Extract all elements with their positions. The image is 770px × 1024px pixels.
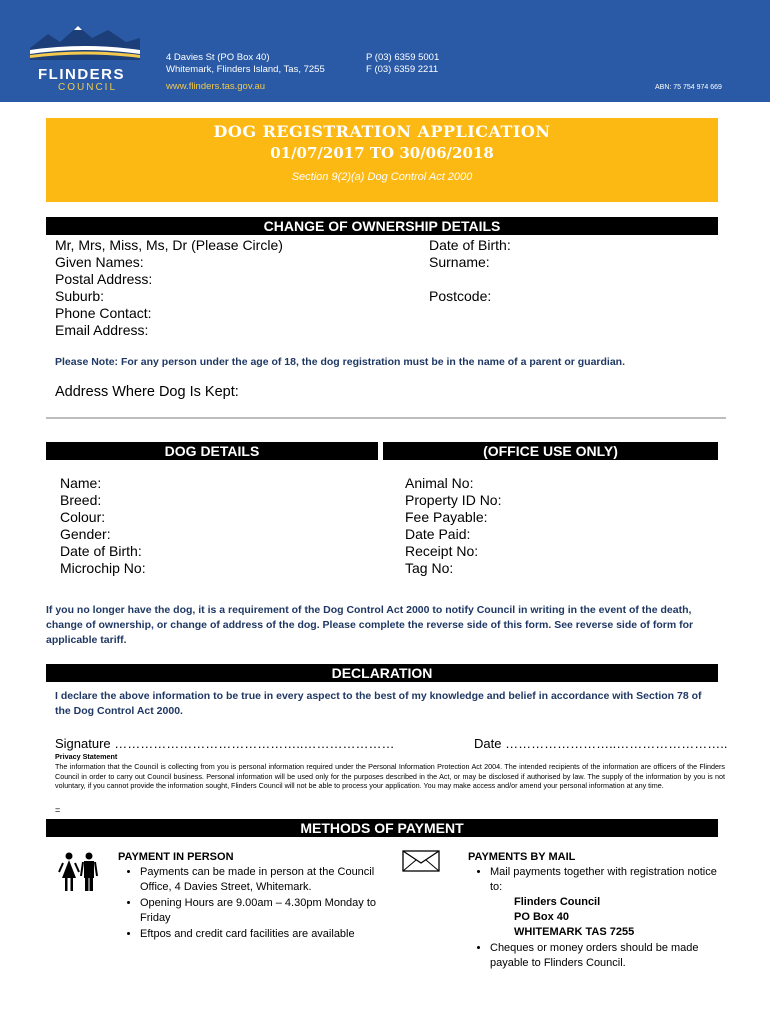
website-link[interactable]: www.flinders.tas.gov.au [166, 81, 266, 92]
field-spacer [429, 271, 709, 288]
payment-by-mail [468, 850, 723, 972]
fax-number: F (03) 6359 2211 [366, 64, 439, 75]
council-logo [30, 20, 140, 95]
field-fee-payable: Fee Payable: [405, 509, 488, 525]
phone-number: P (03) 6359 5001 [366, 52, 440, 63]
privacy-text: The information that the Council is collecting from you is personal information required under the Personal Information Protection Act 2004. The intended recipients of the information are officers of the Flinders Council in order to carry out Council business. Personal information will be used only for the purposes described in the Act, or may be disclosed if authorised by law. The supply of the information by you is not voluntary, if you cannot provide the information sought, Flinders Council will not be able to process your application. You may make access and/or amend your personal information at any time. [55, 762, 725, 790]
people-icon [58, 852, 100, 894]
dog-left-fields [60, 475, 360, 577]
dog-right-fields [405, 475, 705, 577]
letterhead [0, 0, 770, 102]
envelope-icon [402, 850, 440, 872]
field-colour[interactable]: Colour: [60, 509, 106, 525]
mail-instruction: Mail payments together with registration notice to: [490, 866, 717, 893]
equals-mark: = [55, 805, 61, 815]
field-postcode[interactable]: Postcode: [429, 288, 492, 304]
field-property-id: Property ID No: [405, 492, 502, 508]
field-date-paid: Date Paid: [405, 526, 471, 542]
privacy-title: Privacy Statement [55, 752, 118, 761]
date-line[interactable]: Date ……………………..…………………….. [474, 736, 728, 751]
field-phone[interactable]: Phone Contact: [55, 305, 152, 321]
ownership-heading: CHANGE OF OWNERSHIP DETAILS [46, 217, 718, 235]
field-tag-no: Tag No: [405, 560, 454, 576]
notify-council-notice: If you no longer have the dog, it is a requirement of the Dog Control Act 2000 to notify Council in writing in the event of the death, change of ownership, or change of address of the dog. Please complete the reverse side of this form. See reverse side of form for applicable tariff. [46, 604, 694, 646]
payment-by-mail-title: PAYMENTS BY MAIL [468, 851, 576, 863]
list-item: • Payments can be made in person at the Council Office, 4 Davies Street, Whitemark. [140, 865, 388, 895]
field-animal-no: Animal No: [405, 475, 474, 491]
ownership-right-fields [429, 237, 709, 305]
mail-address-line: Flinders Council [514, 896, 601, 908]
address-line-1: 4 Davies St (PO Box 40) [166, 52, 270, 63]
title-box [46, 118, 718, 202]
field-dog-name[interactable]: Name: [60, 475, 102, 491]
signature-line[interactable]: Signature ……………………………………..………………… [55, 736, 395, 751]
field-postal-address[interactable]: Postal Address: [55, 271, 153, 287]
list-item [490, 865, 723, 940]
payment-in-person-list [118, 865, 388, 942]
mail-address [490, 895, 723, 940]
field-suburb[interactable]: Suburb: [55, 288, 105, 304]
field-date-of-birth[interactable]: Date of Birth: [429, 237, 511, 253]
list-item: • Opening Hours are 9.00am – 4.30pm Monday to Friday [140, 896, 388, 926]
payment-in-person-title: PAYMENT IN PERSON [118, 851, 234, 863]
field-address-dog-kept[interactable]: Address Where Dog Is Kept: [55, 384, 239, 400]
list-item: • Eftpos and credit card facilities are available [140, 927, 388, 942]
list-item: • Cheques or money orders should be made payable to Flinders Council. [490, 941, 723, 971]
dog-details-heading: DOG DETAILS [46, 442, 378, 460]
declaration-heading: DECLARATION [46, 664, 718, 682]
mountain-logo-icon [30, 20, 140, 60]
address-line-2: Whitemark, Flinders Island, Tas, 7255 [166, 64, 325, 75]
field-dog-dob[interactable]: Date of Birth: [60, 543, 142, 559]
field-microchip[interactable]: Microchip No: [60, 560, 146, 576]
divider [46, 417, 726, 419]
logo-sub: COUNCIL [58, 82, 118, 93]
guardian-note: Please Note: For any person under the age of 18, the dog registration must be in the name of a parent or guardian. [55, 356, 626, 368]
field-gender[interactable]: Gender: [60, 526, 111, 542]
logo-name: FLINDERS [38, 66, 125, 83]
mail-address-line: WHITEMARK TAS 7255 [514, 926, 635, 938]
field-breed[interactable]: Breed: [60, 492, 102, 508]
abn: ABN: 75 754 974 669 [655, 84, 722, 91]
form-period: 01/07/2017 TO 30/06/2018 [270, 144, 494, 162]
payment-by-mail-list [468, 865, 723, 971]
mail-address-line: PO Box 40 [514, 911, 570, 923]
form-section: Section 9(2)(a) Dog Control Act 2000 [291, 171, 473, 183]
field-receipt-no: Receipt No: [405, 543, 479, 559]
payment-in-person [118, 850, 388, 943]
field-title[interactable]: Mr, Mrs, Miss, Ms, Dr (Please Circle) [55, 237, 283, 253]
field-email[interactable]: Email Address: [55, 322, 149, 338]
payment-heading: METHODS OF PAYMENT [46, 819, 718, 837]
declaration-text: I declare the above information to be true in every aspect to the best of my knowledge and belief in accordance with Section 78 of the Dog Control Act 2000. [55, 690, 702, 717]
form-title: DOG REGISTRATION APPLICATION [213, 122, 551, 141]
office-use-heading: (OFFICE USE ONLY) [383, 442, 718, 460]
ownership-left-fields [55, 237, 395, 339]
field-surname[interactable]: Surname: [429, 254, 490, 270]
field-given-names[interactable]: Given Names: [55, 254, 144, 270]
